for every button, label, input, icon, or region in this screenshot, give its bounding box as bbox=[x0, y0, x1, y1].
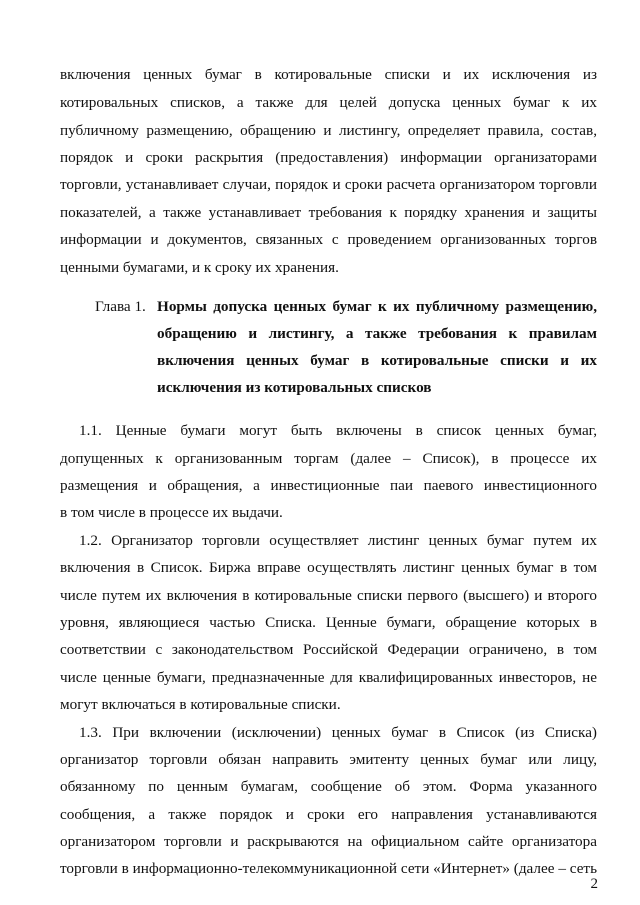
paragraph-1-2-line: числе ценные бумаги, предназначенные для квалифицированных инвесторов, не bbox=[60, 669, 597, 686]
intro-line: ценными бумагами, и к сроку их хранения. bbox=[60, 259, 339, 276]
chapter-prefix: Глава 1. bbox=[95, 298, 146, 315]
chapter-title-line: исключения из котировальных списков bbox=[157, 379, 432, 396]
paragraph-1-3-line: организатором торговли и раскрываются на официальном сайте организатора bbox=[60, 833, 597, 850]
paragraph-1-2-line: уровня, являющиеся частью Списка. Ценные бумаги, обращение которых в bbox=[60, 614, 597, 631]
intro-line: торговли, устанавливает случаи, порядок и сроки расчета организатором торговли bbox=[60, 176, 597, 193]
paragraph-1-3-line: торговли в информационно-телекоммуникационной сети «Интернет» (далее – сеть bbox=[60, 860, 597, 877]
paragraph-1-1-line: в том числе в процессе их выдачи. bbox=[60, 504, 283, 521]
paragraph-1-3-line: сообщения, а также порядок и сроки его направления устанавливаются bbox=[60, 806, 597, 823]
paragraph-1-2-line: числе путем их включения в котировальные списки первого (высшего) и второго bbox=[60, 587, 597, 604]
paragraph-1-2-line: соответствии с законодательством Российской Федерации ограничено, в том bbox=[60, 641, 597, 658]
intro-line: показателей, а также устанавливает требования к порядку хранения и защиты bbox=[60, 204, 597, 221]
paragraph-1-3-line: организатор торговли обязан направить эмитенту ценных бумаг или лицу, bbox=[60, 751, 597, 768]
intro-line: информации и документов, связанных с проведением организованных торгов bbox=[60, 231, 597, 248]
chapter-title-line: Нормы допуска ценных бумаг к их публичному размещению, bbox=[157, 298, 597, 315]
paragraph-1-3-line: обязанному по ценным бумагам, сообщение об этом. Форма указанного bbox=[60, 778, 597, 795]
paragraph-1-1-line: допущенных к организованным торгам (далее – Список), в процессе их bbox=[60, 450, 597, 467]
paragraph-1-3-line: 1.3. При включении (исключении) ценных бумаг в Список (из Списка) bbox=[79, 724, 597, 741]
chapter-title-line: включения ценных бумаг в котировальные списки и их bbox=[157, 352, 597, 369]
paragraph-1-1-line: размещения и обращения, а инвестиционные паи паевого инвестиционного bbox=[60, 477, 597, 494]
intro-line: публичному размещению, обращению и листингу, определяет правила, состав, bbox=[60, 122, 597, 139]
paragraph-1-2-line: 1.2. Организатор торговли осуществляет листинг ценных бумаг путем их bbox=[79, 532, 597, 549]
page-number: 2 bbox=[590, 876, 598, 892]
intro-line: котировальных списков, а также для целей допуска ценных бумаг к их bbox=[60, 94, 597, 111]
intro-line: включения ценных бумаг в котировальные списки и их исключения из bbox=[60, 66, 597, 83]
chapter-title-line: обращению и листингу, а также требования к правилам bbox=[157, 325, 597, 342]
intro-line: порядок и сроки раскрытия (предоставления) информации организаторами bbox=[60, 149, 597, 166]
paragraph-1-1-line: 1.1. Ценные бумаги могут быть включены в список ценных бумаг, bbox=[79, 422, 597, 439]
paragraph-1-2-line: могут включаться в котировальные списки. bbox=[60, 696, 341, 713]
paragraph-1-2-line: включения в Список. Биржа вправе осуществлять листинг ценных бумаг в том bbox=[60, 559, 597, 576]
